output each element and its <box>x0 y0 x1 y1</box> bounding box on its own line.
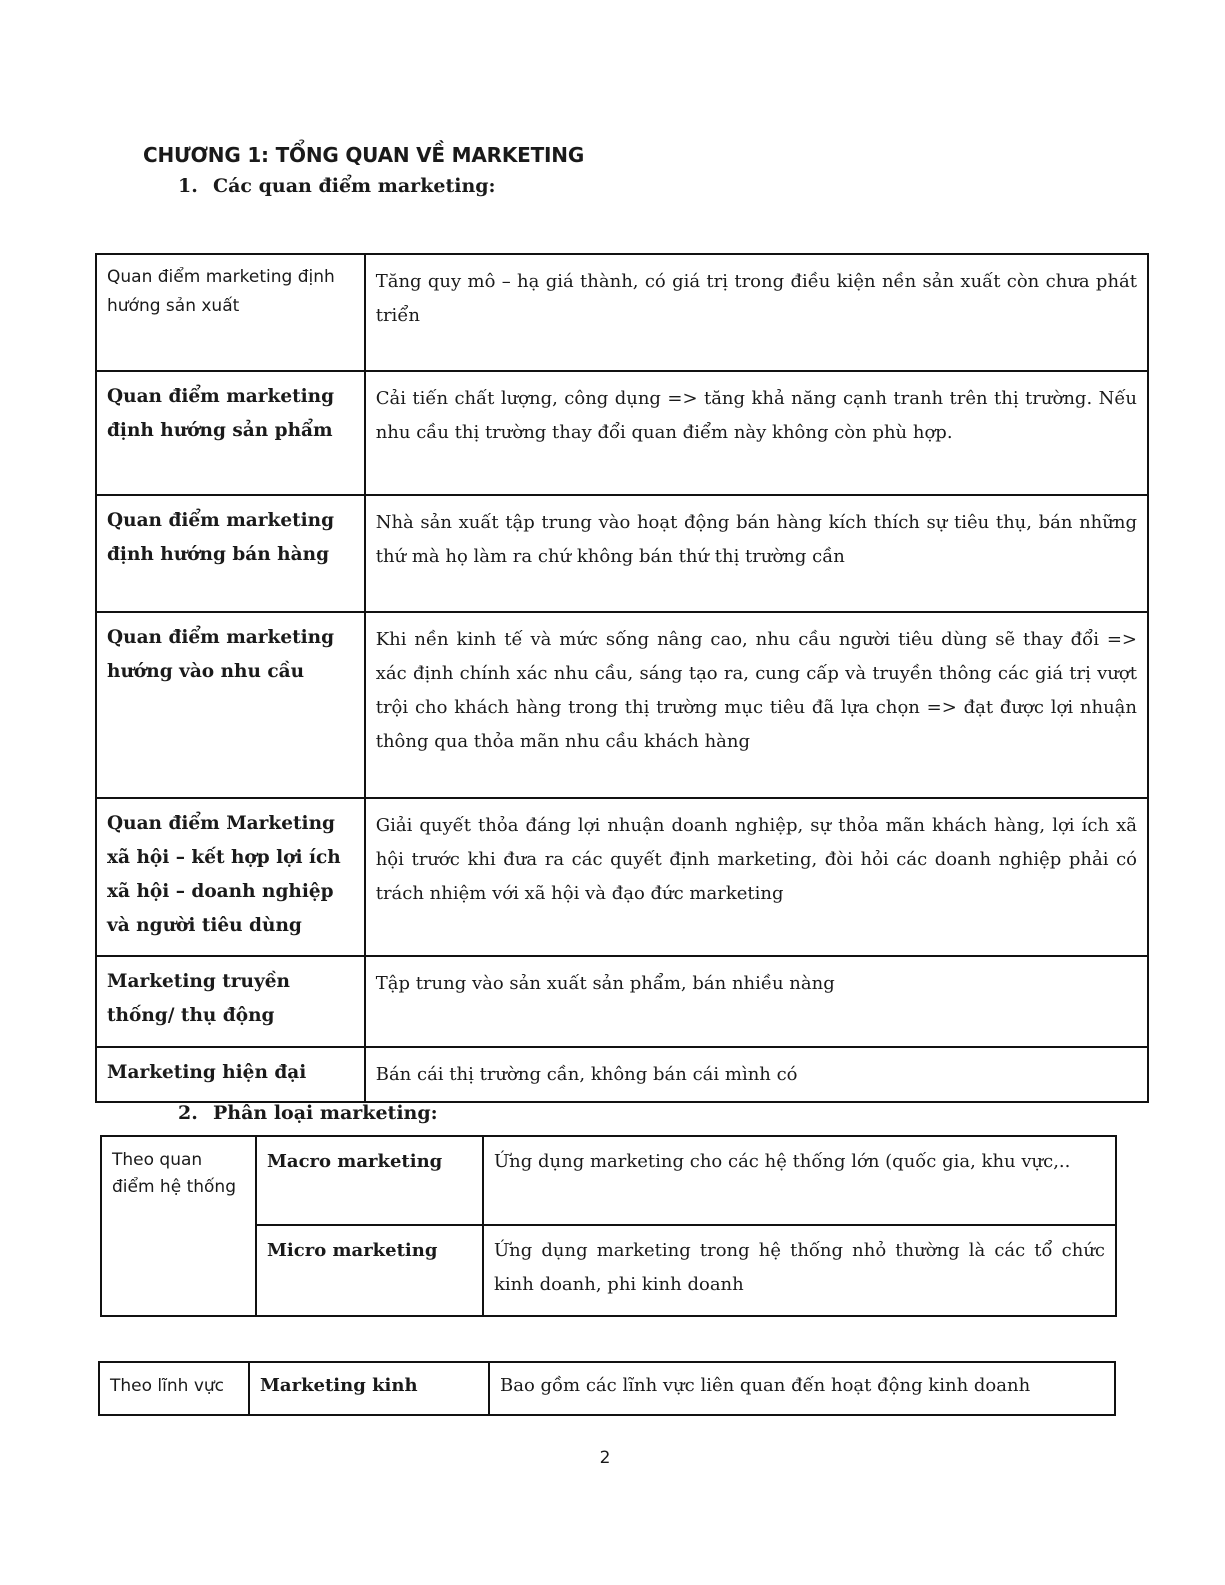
section-2-title: Phân loại marketing: <box>213 1102 438 1124</box>
section-1-heading <box>178 175 496 197</box>
concept-label: Quan điểm marketing hướng vào nhu cầu <box>96 612 365 798</box>
concept-description: Khi nền kinh tế và mức sống nâng cao, nhu cầu người tiêu dùng sẽ thay đổi => xác định chính xác nhu cầu, sáng tạo ra, cung cấp và truyền thông các giá trị vượt trội cho khách hàng trong thị trường mục tiêu đã lựa chọn => đạt được lợi nhuận thông qua thỏa mãn nhu cầu khách hàng <box>365 612 1148 798</box>
table-row <box>96 371 1148 495</box>
table-row <box>96 1047 1148 1102</box>
section-1-title: Các quan điểm marketing: <box>213 175 496 197</box>
concept-label: Quan điểm marketing định hướng bán hàng <box>96 495 365 612</box>
section-2-heading <box>178 1102 438 1124</box>
concept-description: Bán cái thị trường cần, không bán cái mình có <box>365 1047 1148 1102</box>
classification-type: Micro marketing <box>256 1225 483 1316</box>
concept-label: Quan điểm marketing định hướng sản xuất <box>96 254 365 371</box>
classification-description: Bao gồm các lĩnh vực liên quan đến hoạt động kinh doanh <box>489 1362 1115 1415</box>
chapter-title: CHƯƠNG 1: TỔNG QUAN VỀ MARKETING <box>143 143 585 167</box>
section-1-number: 1. <box>178 175 198 197</box>
concept-label: Marketing truyền thống/ thụ động <box>96 956 365 1047</box>
table-row <box>96 798 1148 956</box>
page-number: 2 <box>599 1448 611 1468</box>
section-2-number: 2. <box>178 1102 198 1124</box>
concept-description: Cải tiến chất lượng, công dụng => tăng khả năng cạnh tranh trên thị trường. Nếu nhu cầu thị trường thay đổi quan điểm này không còn phù hợp. <box>365 371 1148 495</box>
concept-label: Marketing hiện đại <box>96 1047 365 1102</box>
table-row <box>96 254 1148 371</box>
classification-description: Ứng dụng marketing cho các hệ thống lớn (quốc gia, khu vực,.. <box>483 1136 1116 1225</box>
table-row <box>101 1136 1116 1225</box>
concept-label: Quan điểm marketing định hướng sản phẩm <box>96 371 365 495</box>
table-row <box>96 612 1148 798</box>
concept-description: Tập trung vào sản xuất sản phẩm, bán nhiều nàng <box>365 956 1148 1047</box>
classification-description: Ứng dụng marketing trong hệ thống nhỏ thường là các tổ chức kinh doanh, phi kinh doanh <box>483 1225 1116 1316</box>
classification-category: Theo lĩnh vực <box>99 1362 249 1415</box>
table-row <box>96 495 1148 612</box>
marketing-concepts-table <box>95 253 1149 1103</box>
classification-type: Macro marketing <box>256 1136 483 1225</box>
concept-description: Tăng quy mô – hạ giá thành, có giá trị trong điều kiện nền sản xuất còn chưa phát triển <box>365 254 1148 371</box>
classification-category: Theo quan điểm hệ thống <box>101 1136 256 1316</box>
classification-type: Marketing kinh <box>249 1362 489 1415</box>
concept-label: Quan điểm Marketing xã hội – kết hợp lợi ích xã hội – doanh nghiệp và người tiêu dùng <box>96 798 365 956</box>
table-row <box>96 956 1148 1047</box>
classification-system-table <box>100 1135 1117 1317</box>
concept-description: Nhà sản xuất tập trung vào hoạt động bán hàng kích thích sự tiêu thụ, bán những thứ mà họ làm ra chứ không bán thứ thị trường cần <box>365 495 1148 612</box>
classification-field-table <box>98 1361 1116 1416</box>
table-row <box>99 1362 1115 1415</box>
concept-description: Giải quyết thỏa đáng lợi nhuận doanh nghiệp, sự thỏa mãn khách hàng, lợi ích xã hội trước khi đưa ra các quyết định marketing, đòi hỏi các doanh nghiệp phải có trách nhiệm với xã hội và đạo đức marketing <box>365 798 1148 956</box>
